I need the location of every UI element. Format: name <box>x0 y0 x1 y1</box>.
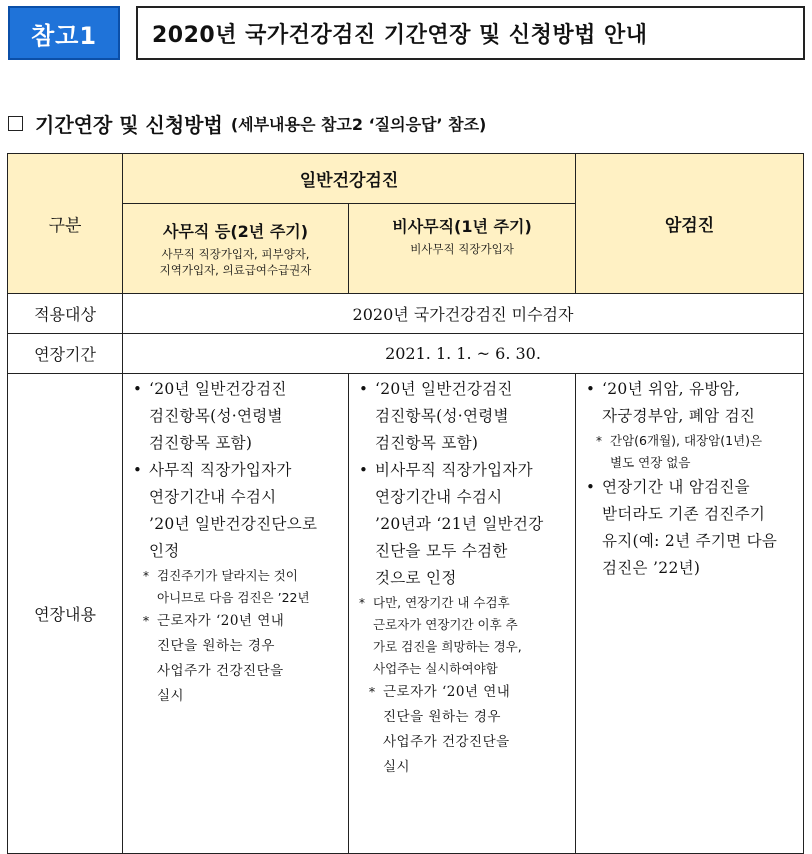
item-line: 사무직 직장가입자가 <box>149 461 292 479</box>
item-line: ‘20년 일반건강검진 <box>375 380 513 398</box>
note-line: 간암(6개월), 대장암(1년)은 <box>610 433 763 448</box>
section-title: 기간연장 및 신청방법 <box>35 112 223 137</box>
footnote <box>357 592 571 680</box>
note-line: 진단을 원하는 경우 <box>157 638 275 654</box>
item-line: 자궁경부암, 폐암 검진 <box>602 407 756 425</box>
reference-badge: 참고1 <box>8 6 120 60</box>
non-office-workers-title: 비사무직(1년 주기) <box>392 217 532 236</box>
header-category: 구분 <box>8 154 123 294</box>
item-line: 받더라도 기존 검진주기 <box>602 505 766 523</box>
item-line: 검진은 ’22년) <box>602 559 701 577</box>
list-item <box>357 376 571 457</box>
note-line: 근로자가 연장기간 이후 추 <box>373 617 518 632</box>
bullet-icon: • <box>133 380 143 398</box>
list-item <box>357 457 571 592</box>
item-line: ’20년 일반건강진단으로 <box>149 515 318 533</box>
header-cancer-screening: 암검진 <box>576 154 804 294</box>
footnote <box>584 430 799 474</box>
header-general-checkup: 일반건강검진 <box>123 154 576 204</box>
asterisk-icon: * <box>596 434 603 448</box>
bullet-icon: • <box>359 380 369 398</box>
bullet-icon: • <box>133 461 143 479</box>
period-value: 2021. 1. 1. ~ 6. 30. <box>123 334 804 374</box>
asterisk-icon: * <box>143 614 150 628</box>
section-heading <box>8 108 486 138</box>
item-line: ‘20년 일반건강검진 <box>149 380 287 398</box>
item-line: 비사무직 직장가입자가 <box>375 461 533 479</box>
note-line: 검진주기가 달라지는 것이 <box>157 568 298 583</box>
footnote <box>131 609 344 709</box>
item-line: 검진항목(성·연령별 <box>375 407 509 425</box>
bullet-icon: • <box>586 478 596 496</box>
item-line: 검진항목 포함) <box>375 434 479 452</box>
office-workers-desc-line: 사무직 직장가입자, 피부양자, <box>161 247 310 261</box>
note-line: 가로 검진을 희망하는 경우, <box>373 639 522 654</box>
asterisk-icon: * <box>369 685 376 699</box>
asterisk-icon: * <box>359 596 365 610</box>
note-line: 다만, 연장기간 내 수검후 <box>373 595 510 610</box>
content-non-office-workers <box>349 374 576 854</box>
list-item <box>584 376 799 430</box>
note-line: 아니므로 다음 검진은 ’22년 <box>157 590 310 605</box>
list-item <box>584 474 799 582</box>
note-line: 사업주는 실시하여야함 <box>373 661 498 676</box>
note-line: 진단을 원하는 경우 <box>383 709 501 725</box>
item-line: 것으로 인정 <box>375 569 457 587</box>
header-office-workers <box>123 204 349 294</box>
list-item <box>131 376 344 457</box>
section-reference-note: (세부내용은 참고2 ‘질의응답’ 참조) <box>230 114 487 134</box>
item-line: 연장기간내 수검시 <box>149 488 277 506</box>
note-line: 실시 <box>157 688 185 704</box>
page-title: 2020년 국가건강검진 기간연장 및 신청방법 안내 <box>136 6 805 60</box>
bullet-icon: • <box>586 380 596 398</box>
footnote <box>131 565 344 609</box>
office-workers-title: 사무직 등(2년 주기) <box>162 222 309 241</box>
extension-table <box>7 153 804 854</box>
note-line: 별도 연장 없음 <box>610 455 691 470</box>
note-line: 근로자가 ‘20년 연내 <box>383 684 511 700</box>
item-line: 검진항목(성·연령별 <box>149 407 283 425</box>
row-label-target: 적용대상 <box>8 294 123 334</box>
list-item <box>131 457 344 565</box>
content-cancer-screening <box>576 374 804 854</box>
item-line: 연장기간내 수검시 <box>375 488 503 506</box>
note-line: 실시 <box>383 759 411 775</box>
bullet-icon: • <box>359 461 369 479</box>
note-line: 사업주가 건강진단을 <box>383 734 510 750</box>
item-line: 진단을 모두 수검한 <box>375 542 508 560</box>
item-line: ‘20년 위암, 유방암, <box>602 380 741 398</box>
square-bullet-icon <box>8 116 23 131</box>
content-office-workers <box>123 374 349 854</box>
asterisk-icon: * <box>143 569 149 583</box>
header-non-office-workers <box>349 204 576 294</box>
target-value: 2020년 국가건강검진 미수검자 <box>123 294 804 334</box>
office-workers-desc-line: 지역가입자, 의료급여수급권자 <box>159 263 312 277</box>
note-line: 사업주가 건강진단을 <box>157 663 284 679</box>
row-label-content: 연장내용 <box>8 374 123 854</box>
item-line: 연장기간 내 암검진을 <box>602 478 750 496</box>
non-office-workers-desc: 비사무직 직장가입자 <box>410 242 514 256</box>
item-line: 검진항목 포함) <box>149 434 253 452</box>
item-line: 유지(예: 2년 주기면 다음 <box>602 532 778 550</box>
note-line: 근로자가 ‘20년 연내 <box>157 613 285 629</box>
item-line: 인정 <box>149 542 180 560</box>
row-label-period: 연장기간 <box>8 334 123 374</box>
item-line: ’20년과 ‘21년 일반건강 <box>375 515 544 533</box>
footnote <box>357 680 571 780</box>
